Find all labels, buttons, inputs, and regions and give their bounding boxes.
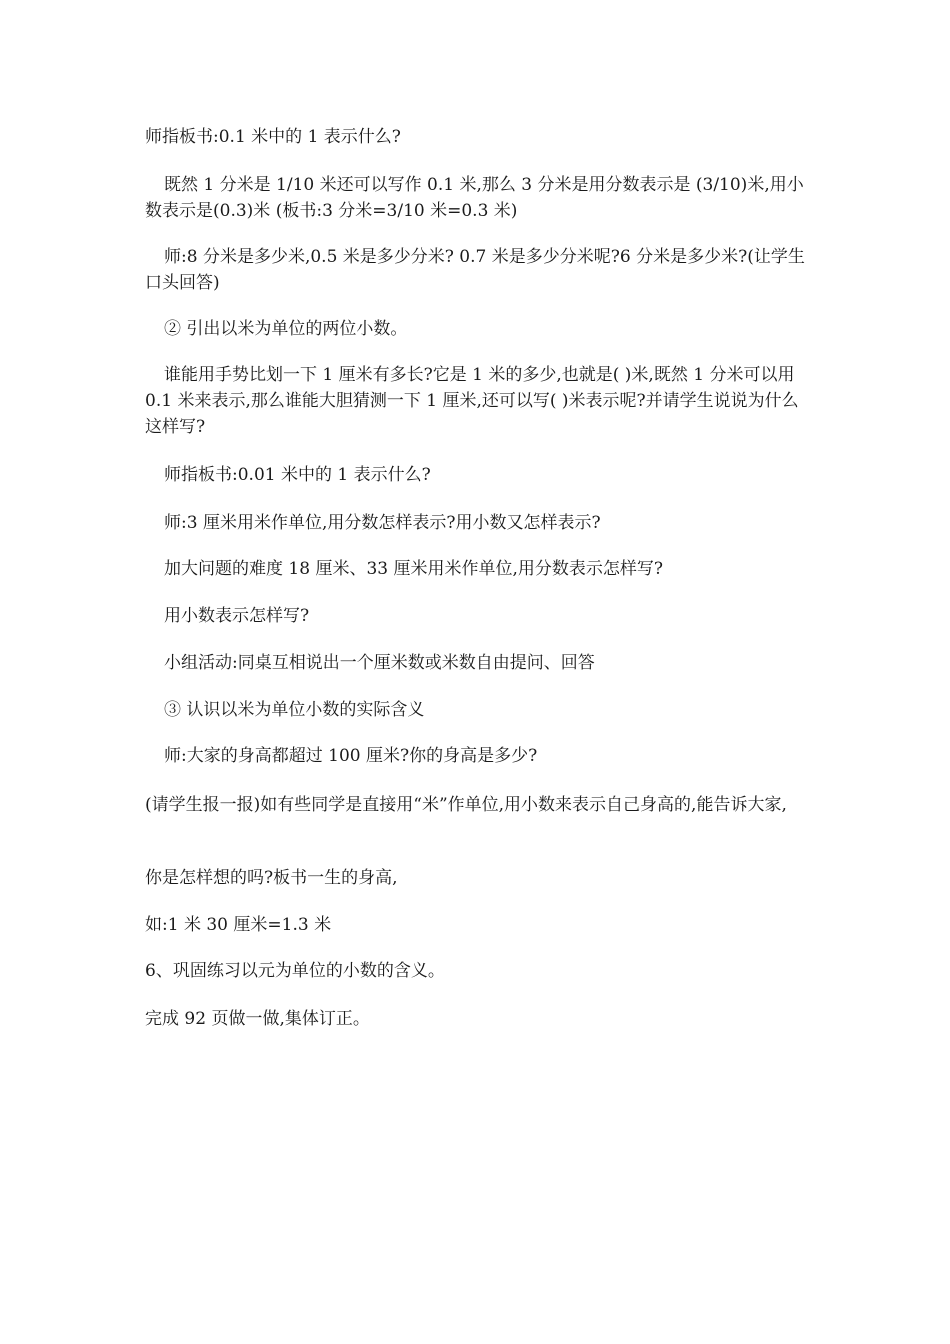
paragraph-1: 师指板书:0.1 米中的 1 表示什么?	[145, 127, 401, 147]
paragraph-11: ③ 认识以米为单位小数的实际含义	[164, 700, 425, 720]
paragraph-10: 小组活动:同桌互相说出一个厘米数或米数自由提问、回答	[164, 653, 595, 673]
paragraph-2: 既然 1 分米是 1/10 米还可以写作 0.1 米,那么 3 分米是用分数表示是 (3/10)米,用小数表示是(0.3)米 (板书:3 分米=3/10 米=0.3 米)	[145, 175, 804, 221]
paragraph-9: 用小数表示怎样写?	[164, 606, 310, 626]
paragraph-15: 如:1 米 30 厘米=1.3 米	[145, 915, 332, 935]
paragraph-8: 加大问题的难度 18 厘米、33 厘米用米作单位,用分数表示怎样写?	[164, 559, 663, 579]
paragraph-12: 师:大家的身高都超过 100 厘米?你的身高是多少?	[164, 746, 538, 766]
paragraph-3: 师:8 分米是多少米,0.5 米是多少分米? 0.7 米是多少分米呢?6 分米是多少米?(让学生口头回答)	[145, 247, 805, 293]
paragraph-6: 师指板书:0.01 米中的 1 表示什么?	[164, 465, 431, 485]
paragraph-16: 6、巩固练习以元为单位的小数的含义。	[145, 961, 445, 981]
paragraph-17: 完成 92 页做一做,集体订正。	[145, 1009, 370, 1029]
paragraph-7: 师:3 厘米用米作单位,用分数怎样表示?用小数又怎样表示?	[164, 513, 601, 533]
paragraph-13: (请学生报一报)如有些同学是直接用“米”作单位,用小数来表示自己身高的,能告诉大家,	[145, 795, 787, 815]
paragraph-4: ② 引出以米为单位的两位小数。	[164, 319, 408, 339]
paragraph-5: 谁能用手势比划一下 1 厘米有多长?它是 1 米的多少,也就是( )米,既然 1 分米可以用 0.1 米来表示,那么谁能大胆猜测一下 1 厘米,还可以写( )米表示呢?并请学生说说为什么这样写?	[145, 365, 799, 437]
paragraph-14: 你是怎样想的吗?板书一生的身高,	[145, 868, 398, 888]
